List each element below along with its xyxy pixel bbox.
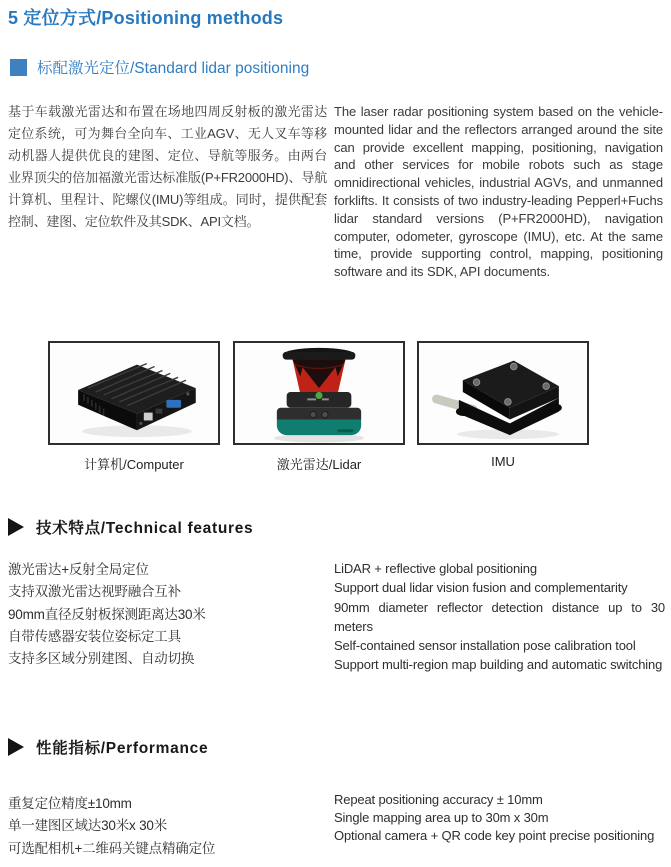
feature-item-en: 90mm diameter reflector detection distance up to 30 meters [334, 599, 665, 634]
performance-item-zh: 重复定位精度±10mm [8, 796, 132, 811]
imu-icon [419, 343, 587, 443]
technical-features-list-zh [8, 559, 328, 670]
imu-caption: IMU [491, 454, 515, 469]
feature-item-en: Support dual lidar vision fusion and complementarity [334, 580, 628, 596]
technical-features-list-en [334, 559, 665, 675]
subsection-header [10, 56, 309, 78]
performance-item-zh: 单一建图区域达30米x 30米 [8, 818, 168, 834]
triangle-icon [8, 738, 24, 756]
feature-item-zh: 支持双激光雷达视野融合互补 [8, 584, 181, 600]
computer-caption: 计算机/Computer [84, 457, 184, 472]
feature-item-zh: 激光雷达+反射全局定位 [8, 562, 149, 577]
feature-item-zh: 90mm直径反射板探测距离达30米 [8, 606, 206, 622]
performance-item-en: Optional camera + QR code key point precise positioning [334, 828, 655, 844]
performance-item-zh: 可选配相机+二维码关键点精确定位 [8, 840, 216, 856]
feature-item-en: Self-contained sensor installation pose calibration tool [334, 638, 636, 654]
performance-title: 性能指标/Performance [36, 740, 209, 757]
section-marker-icon [10, 59, 27, 76]
subsection-title: 标配激光定位/Standard lidar positioning [37, 60, 310, 77]
performance-item-en: Repeat positioning accuracy ± 10mm [334, 792, 543, 807]
page-title: 5 定位方式/Positioning methods [8, 8, 284, 28]
intro-paragraph-zh: 基于车载激光雷达和布置在场地四周反射板的激光雷达定位系统，可为舞台全向车、工业AGV、无人叉车等移动机器人提供优良的建图、定位、导航等服务。由两台业界顶尖的倍加福激光雷达标准版(P+FR2000HD)、导航计算机、里程计、陀螺仪(IMU)等组成。同时，提供配套控制、建图、定位软件及其SDK、API文档。 [8, 104, 327, 229]
technical-features-header [8, 516, 253, 538]
computer-image [48, 341, 220, 445]
feature-item-zh: 自带传感器安装位姿标定工具 [8, 628, 181, 644]
performance-list-zh [8, 793, 328, 860]
technical-features-title: 技术特点/Technical features [36, 520, 254, 537]
performance-list-en [334, 791, 665, 846]
intro-paragraph-en: The laser radar positioning system based on the vehicle-mounted lidar and the reflectors arranged around the site can provide excellent mapping, positioning, navigation and other services for mobile robots such as stage omnidirectional vehicles, industrial AGVs, and unmanned forklifts. It consists of two industry-leading Pepperl+Fuchs lidar standard versions (P+FR2000HD), navigation computer, odometer, gyroscope (IMU), etc. At the same time, provide supporting control, mapping, positioning software and its SDK, API documents. [334, 104, 663, 280]
lidar-icon [235, 343, 403, 443]
feature-item-zh: 支持多区域分别建图、自动切换 [8, 651, 195, 667]
performance-header [8, 736, 208, 758]
performance-item-en: Single mapping area up to 30m x 30m [334, 810, 549, 826]
lidar-caption: 激光雷达/Lidar [276, 457, 362, 472]
lidar-image [233, 341, 405, 445]
imu-image [417, 341, 589, 445]
mini-pc-icon [50, 343, 218, 443]
feature-item-en: Support multi-region map building and automatic switching [334, 657, 663, 673]
feature-item-en: LiDAR + reflective global positioning [334, 561, 537, 576]
triangle-icon [8, 518, 24, 536]
